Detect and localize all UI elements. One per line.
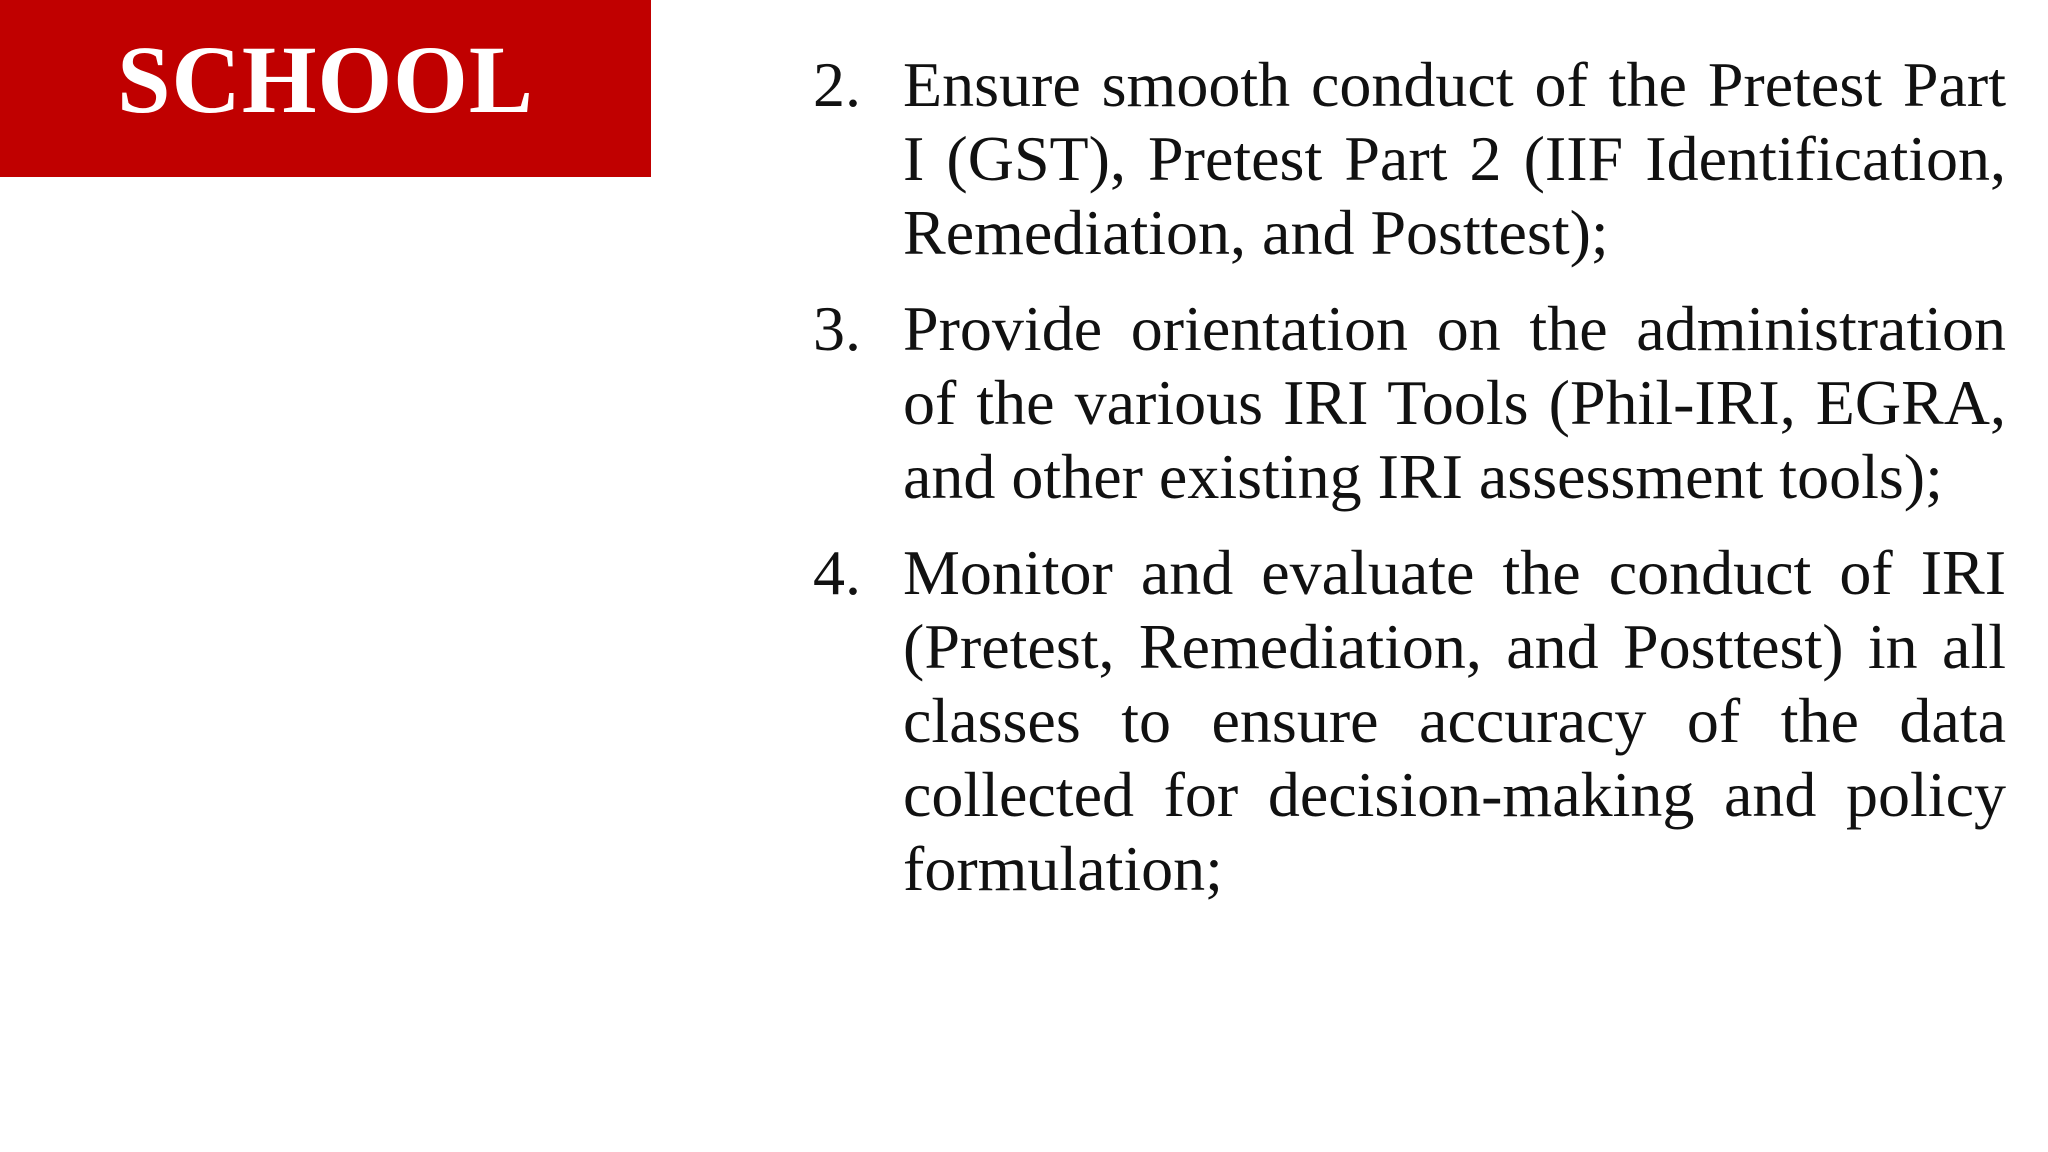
list-item [813,292,2006,514]
list-item-text: Monitor and evaluate the conduct of IRI (Pretest, Remediation, and Posttest) in all classes to ensure accuracy of the data collected for decision-making and policy formulation; [903,537,2006,904]
list-item-number: 3. [813,293,861,364]
list-item-text: Ensure smooth conduct of the Pretest Part I (GST), Pretest Part 2 (IIF Identification, Remediation, and Posttest); [903,49,2006,268]
numbered-list [813,48,2006,928]
list-item [813,48,2006,270]
list-item [813,536,2006,906]
list-item-text: Provide orientation on the administration of the various IRI Tools (Phil-IRI, EGRA, and other existing IRI assessment tools); [903,293,2006,512]
slide-title: SCHOOL [117,25,534,133]
list-item-number: 4. [813,537,861,608]
list-item-number: 2. [813,49,861,120]
title-banner [0,0,651,177]
